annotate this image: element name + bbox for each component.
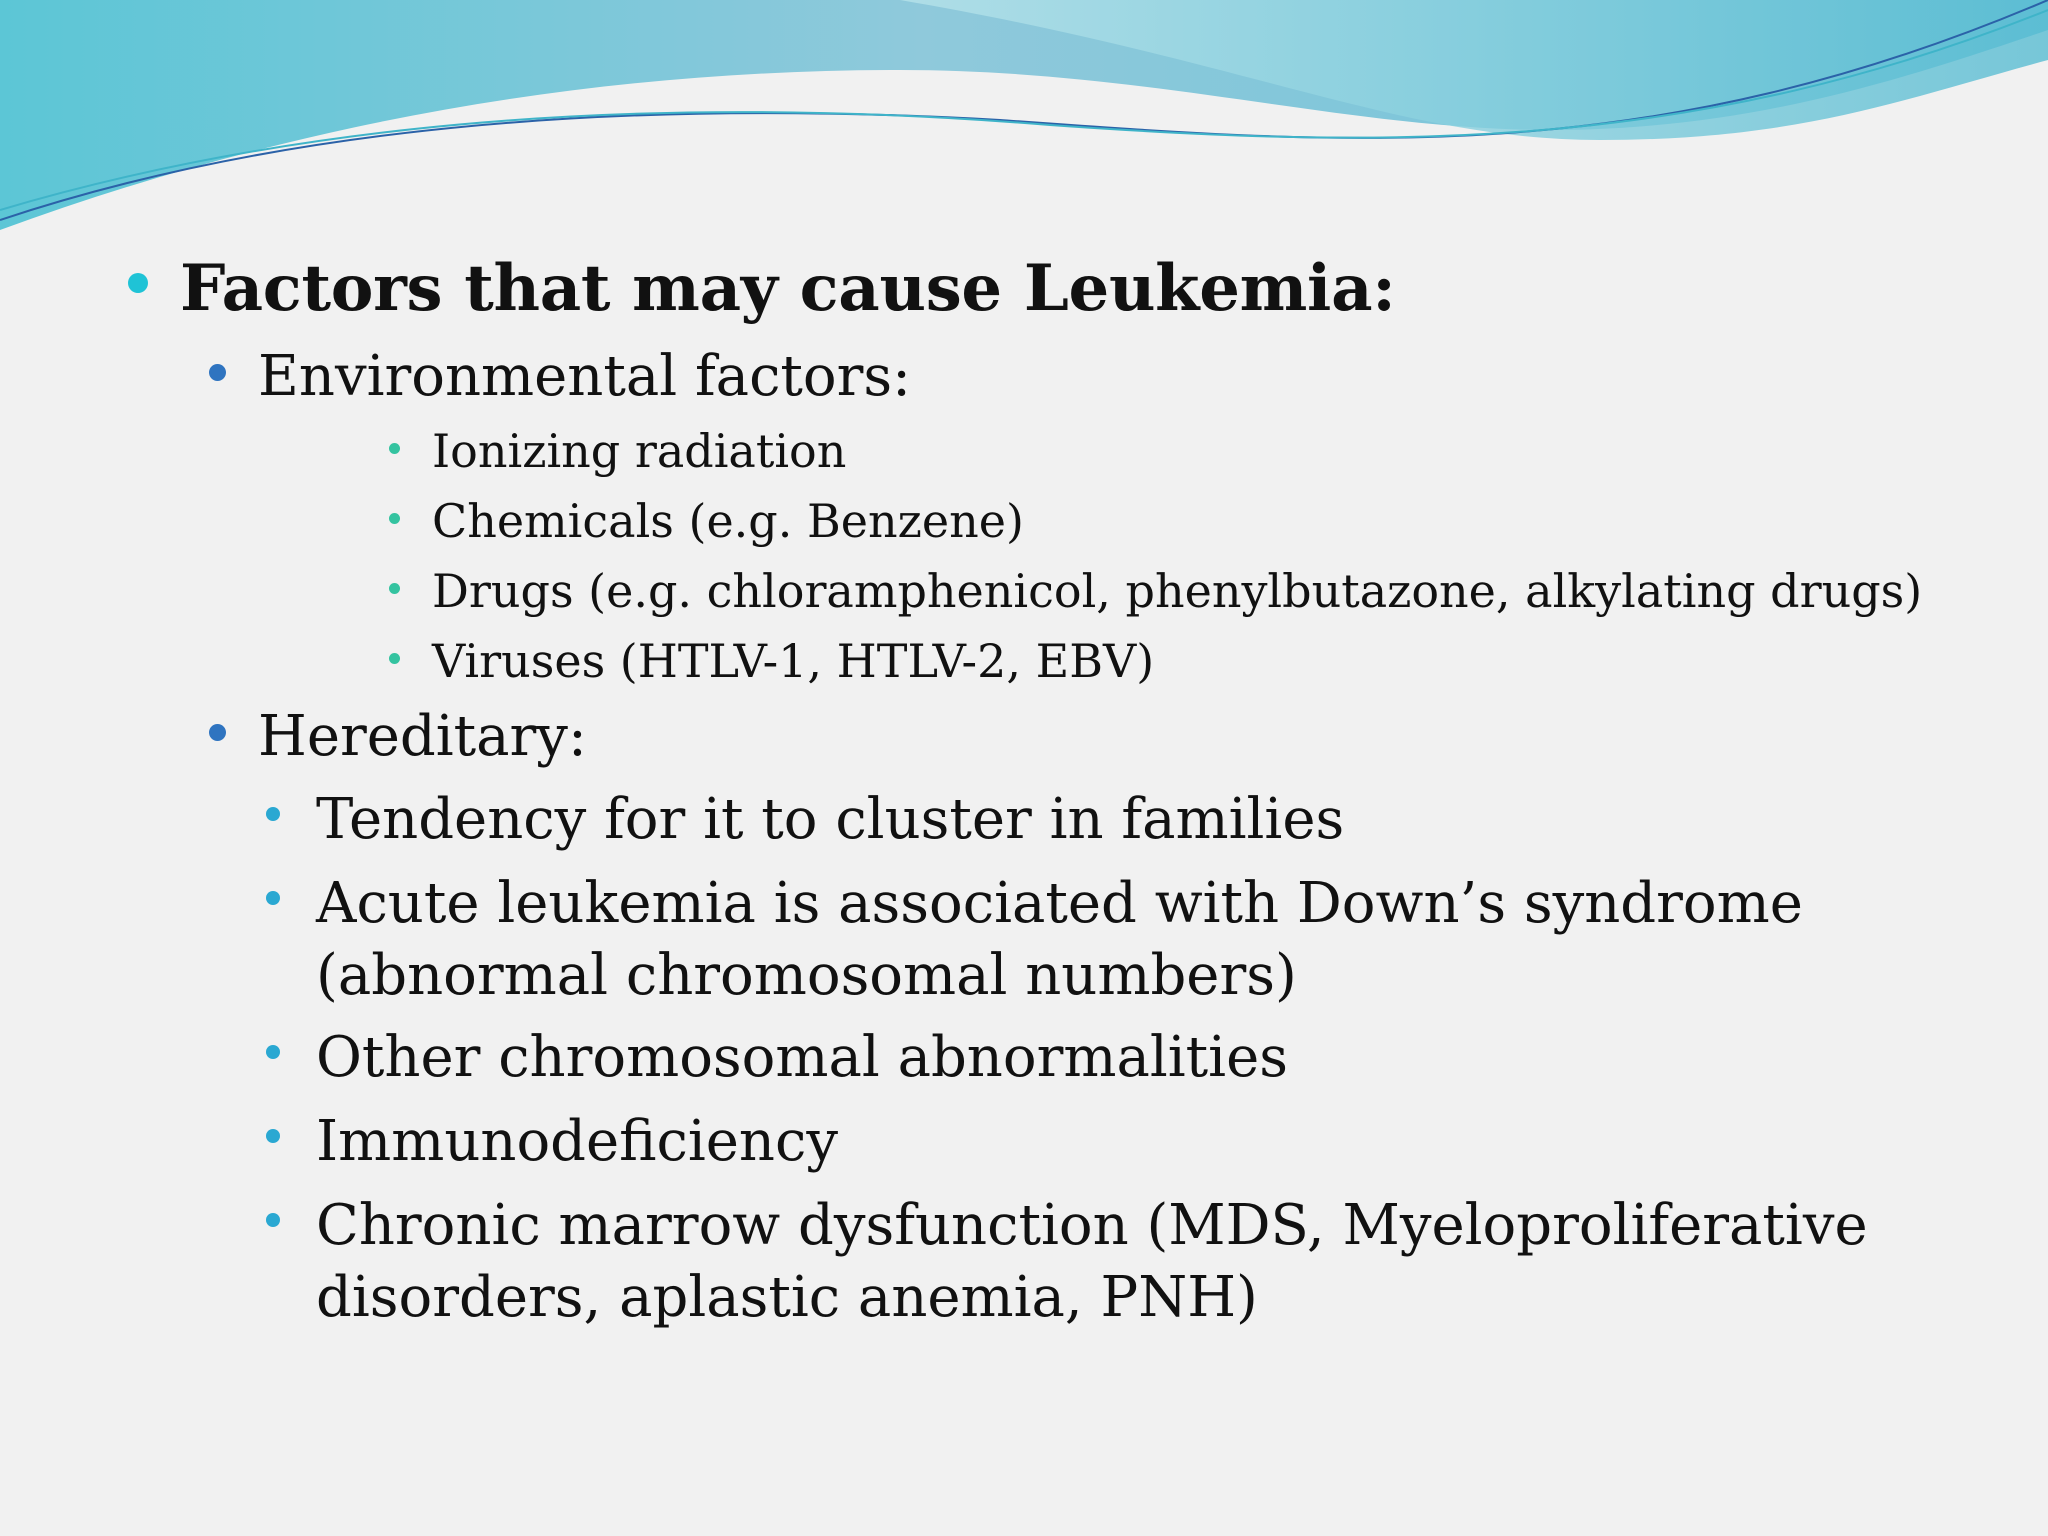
slide-heading: Factors that may cause Leukemia: bbox=[180, 251, 1396, 326]
hereditary-label: Hereditary: bbox=[258, 704, 587, 769]
environmental-item: Chemicals (e.g. Benzene) bbox=[432, 494, 1024, 548]
environmental-factors-label: Environmental factors: bbox=[258, 344, 912, 409]
hereditary-item: Tendency for it to cluster in families bbox=[316, 787, 1345, 852]
bullet-dot-icon bbox=[266, 1129, 280, 1143]
hereditary-item: Immunodeficiency bbox=[316, 1109, 838, 1174]
bullet-dot-icon bbox=[266, 1045, 280, 1059]
bullet-dot-icon bbox=[266, 891, 280, 905]
bullet-dot-icon bbox=[389, 653, 400, 664]
bullet-dot-icon bbox=[389, 513, 400, 524]
bullet-dot-icon bbox=[389, 443, 400, 454]
bullet-dot-icon bbox=[266, 807, 280, 821]
hereditary-item: Other chromosomal abnormalities bbox=[316, 1025, 1288, 1090]
bullet-dot-icon bbox=[389, 583, 400, 594]
environmental-item: Ionizing radiation bbox=[432, 424, 847, 478]
bullet-dot-icon bbox=[266, 1213, 280, 1227]
hereditary-item-continuation: (abnormal chromosomal numbers) bbox=[316, 943, 1297, 1008]
environmental-item: Viruses (HTLV-1, HTLV-2, EBV) bbox=[432, 634, 1155, 688]
bullet-dot-icon bbox=[209, 724, 226, 741]
bullet-dot-icon bbox=[209, 364, 226, 381]
bullet-dot-icon bbox=[128, 273, 148, 293]
environmental-item: Drugs (e.g. chloramphenicol, phenylbutazone, alkylating drugs) bbox=[432, 564, 1923, 618]
hereditary-item: Chronic marrow dysfunction (MDS, Myeloproliferative bbox=[316, 1193, 1868, 1258]
hereditary-item-continuation: disorders, aplastic anemia, PNH) bbox=[316, 1265, 1258, 1330]
hereditary-item: Acute leukemia is associated with Down’s syndrome bbox=[316, 871, 1803, 936]
